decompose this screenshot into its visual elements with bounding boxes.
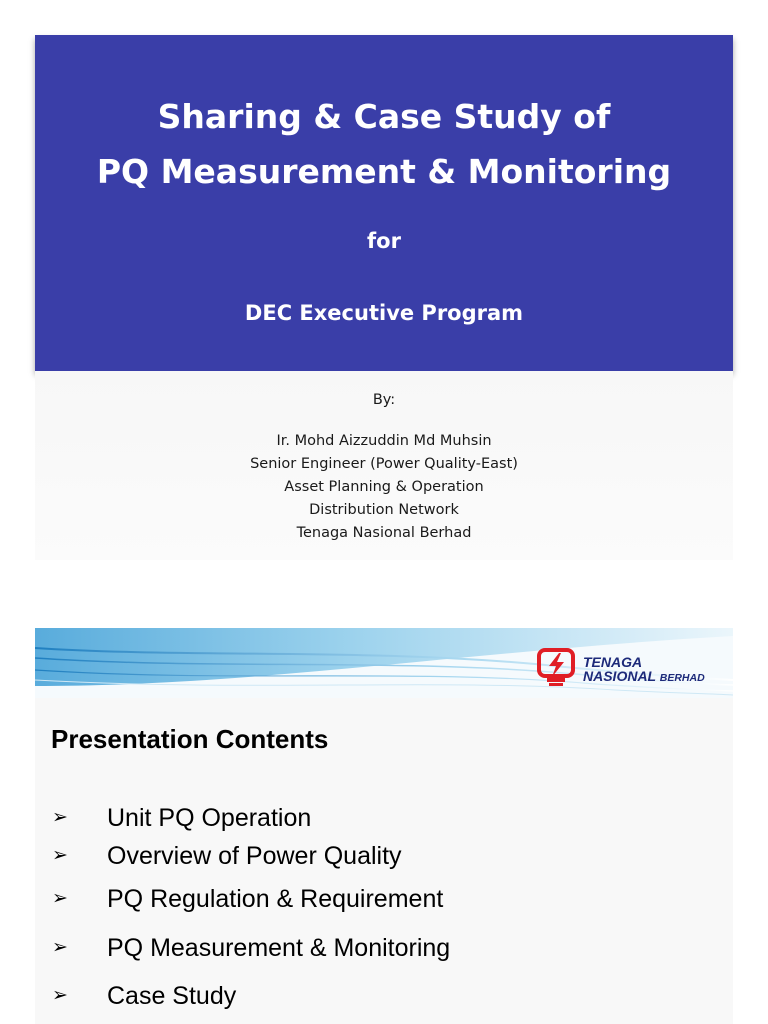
contents-slide xyxy=(35,628,733,1024)
tnb-brand-logo xyxy=(535,644,731,690)
arrow-bullet-icon: ➢ xyxy=(52,887,68,909)
arrow-bullet-icon: ➢ xyxy=(52,844,68,866)
by-label: By: xyxy=(372,392,396,408)
arrow-bullet-icon: ➢ xyxy=(52,806,68,828)
brand-name-line2 xyxy=(583,669,705,685)
list-item xyxy=(35,934,733,964)
slide-title-line-2: PQ Measurement & Monitoring xyxy=(96,152,672,191)
tnb-lightning-logo-icon xyxy=(535,644,581,690)
arrow-bullet-icon: ➢ xyxy=(52,984,68,1006)
list-item xyxy=(35,885,733,915)
author-name: Ir. Mohd Aizzuddin Md Muhsin xyxy=(276,433,492,449)
author-company: Tenaga Nasional Berhad xyxy=(296,525,472,541)
for-label: for xyxy=(367,229,401,253)
author-block xyxy=(35,392,733,545)
author-department: Asset Planning & Operation xyxy=(284,479,484,495)
list-item-label: PQ Regulation & Requirement xyxy=(107,885,444,913)
brand-name-line1: TENAGA xyxy=(583,654,643,670)
title-slide xyxy=(35,35,733,560)
list-item xyxy=(35,804,733,834)
slide-title-line-1: Sharing & Case Study of xyxy=(157,97,611,136)
author-division: Distribution Network xyxy=(309,502,459,518)
title-banner xyxy=(35,35,733,371)
brand-suffix: BERHAD xyxy=(659,672,705,684)
list-item-label: Unit PQ Operation xyxy=(107,804,312,832)
author-position: Senior Engineer (Power Quality-East) xyxy=(250,456,518,472)
list-item xyxy=(35,842,733,872)
list-item-label: PQ Measurement & Monitoring xyxy=(107,934,451,962)
brand-name-nasional: NASIONAL xyxy=(583,668,656,684)
brand-text xyxy=(583,655,705,685)
list-item-label: Case Study xyxy=(107,982,237,1010)
list-item-label: Overview of Power Quality xyxy=(107,842,402,870)
program-name: DEC Executive Program xyxy=(244,301,524,325)
author-section xyxy=(35,371,733,560)
arrow-bullet-icon: ➢ xyxy=(52,936,68,958)
section-title: Presentation Contents xyxy=(51,724,329,754)
list-item xyxy=(35,982,733,1012)
